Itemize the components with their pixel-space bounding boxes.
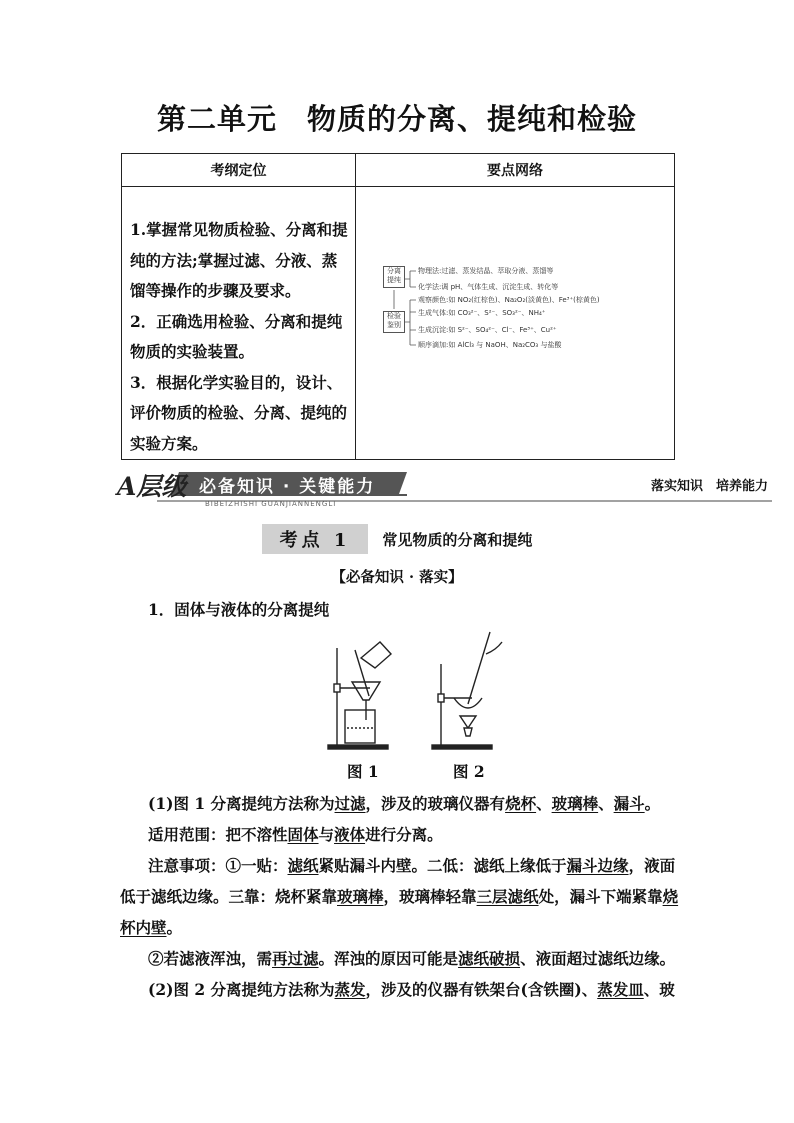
paragraph-2: 适用范围：把不溶性固体与液体进行分离。 — [148, 825, 443, 844]
answer-blank: 再过滤 — [272, 949, 319, 968]
network-line: 生成沉淀:如 S²⁻、SO₄²⁻、Cl⁻、Fe³⁺、Cu²⁺ — [418, 326, 557, 334]
answer-blank: 滤纸 — [287, 856, 319, 875]
answer-blank: 烧杯 — [505, 794, 537, 813]
answer-blank: 烧杯内壁 — [120, 887, 679, 937]
outline-network — [356, 187, 675, 460]
page-title — [0, 97, 794, 138]
kaodian-name: 常见物质的分离和提纯 — [382, 530, 533, 549]
outline-header-goals: 考纲定位 — [122, 154, 356, 187]
network-box-identification: 检验鉴别 — [383, 311, 405, 333]
section-heading: 1．固体与液体的分离提纯 — [148, 600, 330, 619]
answer-blank: 液体 — [334, 825, 366, 844]
network-line: 生成气体:如 CO₃²⁻、S²⁻、SO₃²⁻、NH₄⁺ — [418, 309, 546, 317]
title-unit: 第二单元 — [156, 102, 277, 136]
goal-item: 1.掌握常见物质检验、分离和提纯的方法;掌握过滤、分液、蒸馏等操作的步骤及要求。 — [130, 220, 348, 300]
paragraph-1: (1)图 1 分离提纯方法称为过滤，涉及的玻璃仪器有烧杯、玻璃棒、漏斗。 — [148, 794, 661, 813]
answer-blank: 蒸发 — [334, 980, 366, 999]
banner-heading: 必备知识 · 关键能力 — [199, 477, 376, 497]
section-banner — [117, 467, 772, 507]
subheading: 【必备知识 · 落实】 — [331, 569, 463, 586]
paragraph-3: 注意事项：①一贴：滤纸紧贴漏斗内壁。二低：滤纸上缘低于漏斗边缘，液面低于滤纸边缘。三靠：烧杯紧靠玻璃棒，玻璃棒轻靠三层滤纸处，漏斗下端紧靠烧杯内壁。 — [120, 856, 679, 937]
answer-blank: 固体 — [287, 825, 319, 844]
goal-item: 2．正确选用检验、分离和提纯物质的实验装置。 — [130, 311, 343, 361]
kaodian-heading — [0, 524, 794, 554]
answer-blank: 玻璃棒 — [551, 794, 599, 813]
network-box-separation: 分离提纯 — [383, 266, 405, 288]
network-line: 化学法:调 pH、气体生成、沉淀生成、转化等 — [418, 283, 559, 291]
answer-blank: 玻璃棒 — [337, 887, 384, 906]
figure1-caption: 图 1 — [347, 762, 379, 781]
answer-blank: 滤纸破损 — [458, 949, 521, 968]
answer-blank: 过滤 — [334, 794, 366, 813]
figure-filtration — [325, 628, 405, 753]
paragraph-5: (2)图 2 分离提纯方法称为蒸发，涉及的仪器有铁架台(含铁圈)、蒸发皿、玻 — [148, 980, 675, 999]
paragraph-4: ②若滤液浑浊，需再过滤。浑浊的原因可能是滤纸破损、液面超过滤纸边缘。 — [148, 949, 676, 968]
answer-blank: 漏斗 — [613, 794, 645, 813]
banner-right: 落实知识 培养能力 — [650, 479, 768, 494]
kaodian-label: 考点 1 — [262, 524, 369, 554]
outline-header-network: 要点网络 — [356, 154, 675, 187]
figure2-caption: 图 2 — [453, 762, 485, 781]
banner-level: A层级 — [117, 472, 187, 501]
figure-evaporation — [430, 628, 510, 753]
answer-blank: 蒸发皿 — [597, 980, 644, 999]
title-topic: 物质的分离、提纯和检验 — [307, 102, 638, 136]
outline-table — [121, 153, 675, 460]
answer-blank: 漏斗边缘 — [566, 856, 629, 875]
answer-blank: 三层滤纸 — [476, 887, 539, 906]
network-line: 观察颜色:如 NO₂(红棕色)、Na₂O₂(淡黄色)、Fe³⁺(棕黄色) — [418, 296, 600, 304]
outline-goals — [122, 187, 356, 460]
network-line: 物理法:过滤、蒸发结晶、萃取分液、蒸馏等 — [418, 267, 554, 275]
network-line: 顺序滴加:如 AlCl₃ 与 NaOH、Na₂CO₃ 与盐酸 — [418, 341, 562, 349]
goal-item: 3．根据化学实验目的，设计、评价物质的检验、分离、提纯的实验方案。 — [130, 372, 348, 453]
banner-pinyin: BIBEIZHISHI GUANJIANNENGLI — [205, 500, 337, 508]
